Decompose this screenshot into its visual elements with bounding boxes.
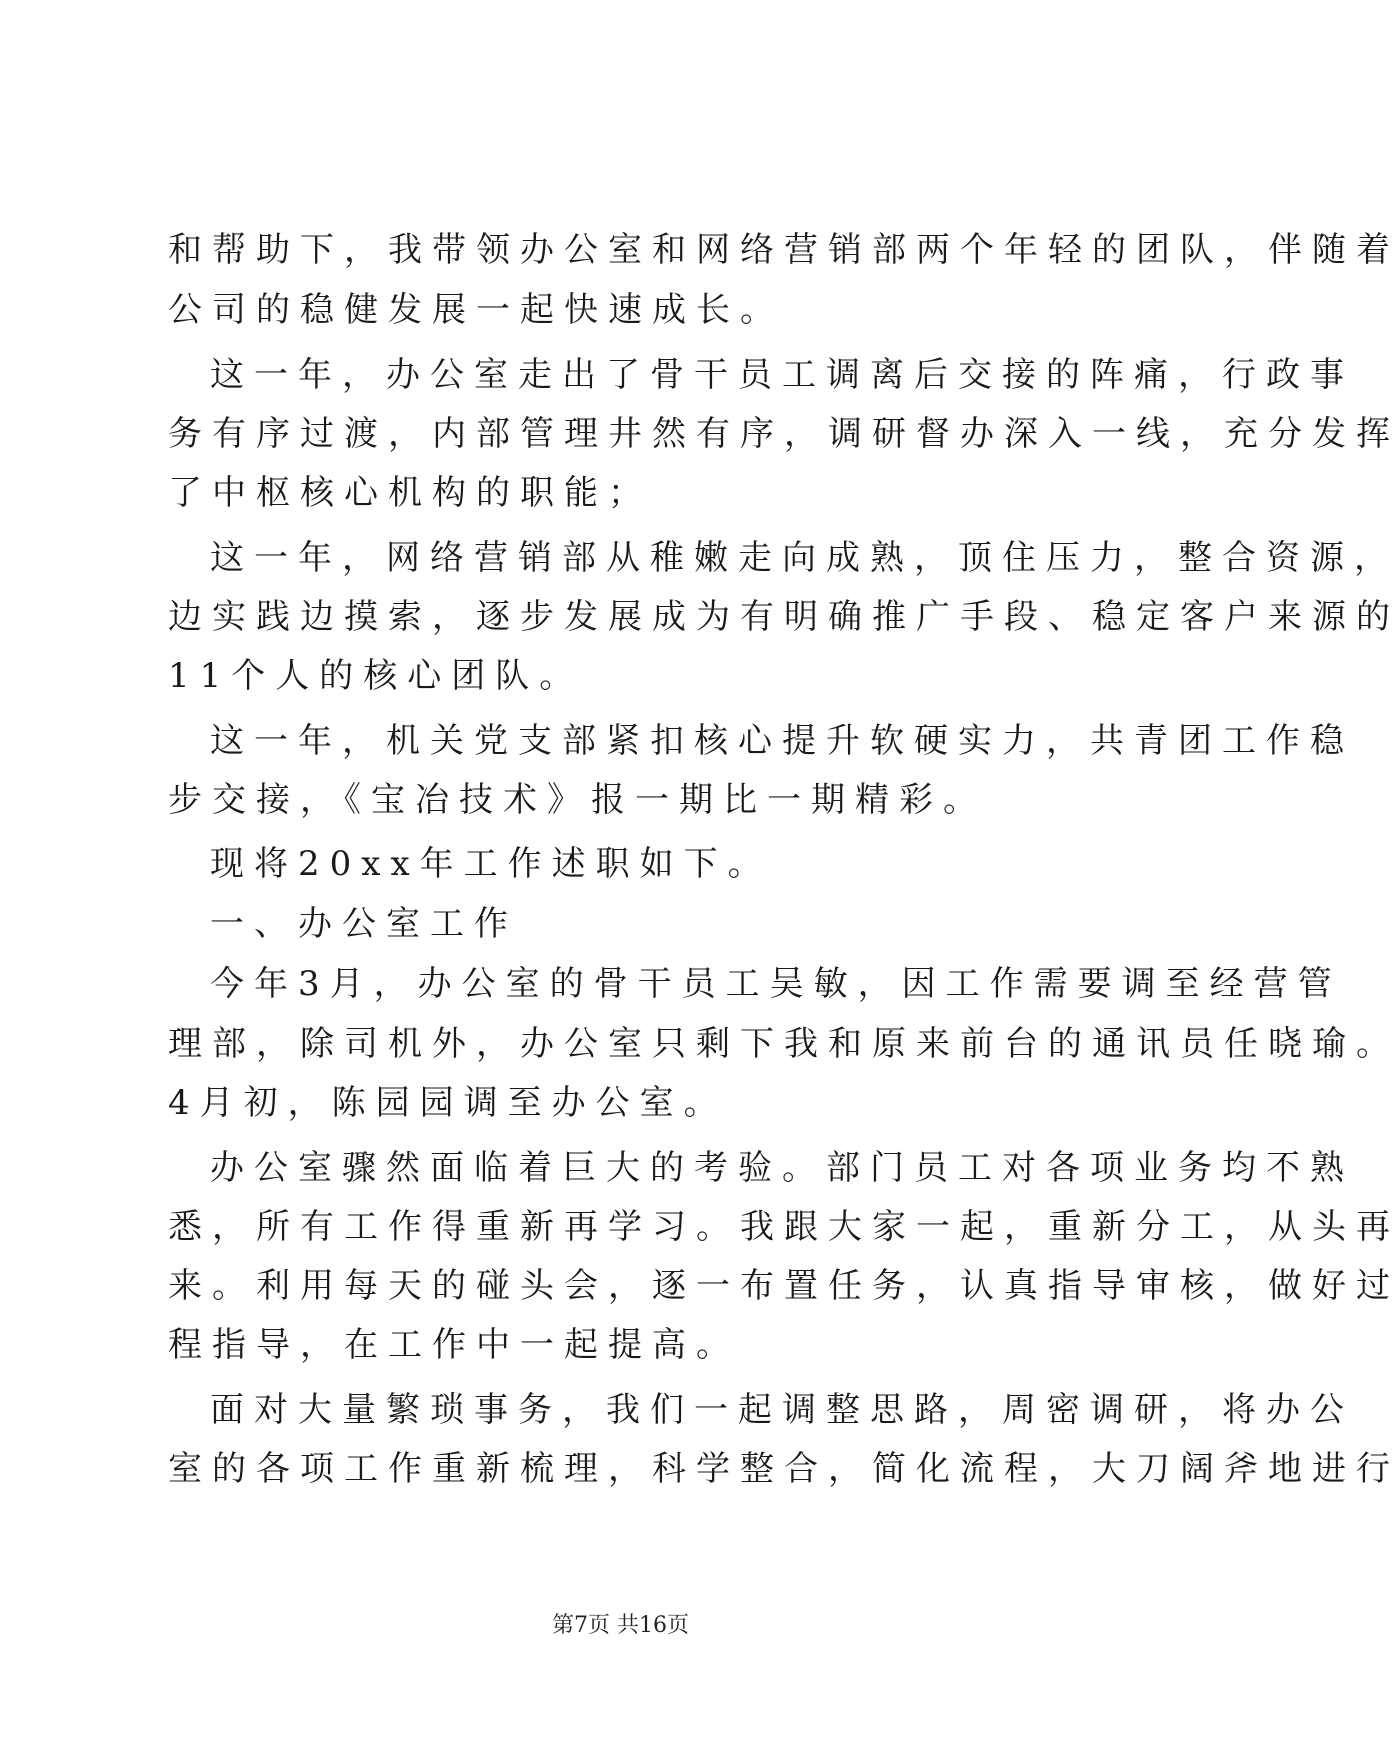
text-line: 这一年，网络营销部从稚嫩走向成熟，顶住压力，整合资源， — [210, 538, 1398, 578]
text-line: 11个人的核心团队。 — [168, 656, 584, 696]
text-line: 办公室骤然面临着巨大的考验。部门员工对各项业务均不熟 — [210, 1148, 1354, 1188]
text-line: 现将20xx年工作述职如下。 — [210, 844, 772, 884]
text-line: 4月初，陈园园调至办公室。 — [168, 1083, 728, 1123]
text-line: 来。利用每天的碰头会，逐一布置任务，认真指导审核，做好过 — [168, 1266, 1400, 1306]
text-line: 程指导，在工作中一起提高。 — [168, 1325, 740, 1365]
page-number-footer: 第7页 共16页 — [552, 1613, 689, 1638]
text-line: 了中枢核心机构的职能； — [168, 473, 652, 513]
text-line: 室的各项工作重新梳理，科学整合，简化流程，大刀阔斧地进行 — [168, 1449, 1400, 1489]
text-line: 悉，所有工作得重新再学习。我跟大家一起，重新分工，从头再 — [168, 1207, 1400, 1247]
text-line: 务有序过渡，内部管理井然有序，调研督办深入一线，充分发挥 — [168, 414, 1400, 454]
text-line: 和帮助下，我带领办公室和网络营销部两个年轻的团队，伴随着 — [168, 230, 1400, 270]
text-line: 理部，除司机外，办公室只剩下我和原来前台的通讯员任晓瑜。 — [168, 1024, 1400, 1064]
text-line: 步交接，《宝冶技术》报一期比一期精彩。 — [168, 780, 987, 820]
text-line: 今年3月，办公室的骨干员工吴敏，因工作需要调至经营管 — [210, 964, 1342, 1004]
text-line: 公司的稳健发展一起快速成长。 — [168, 290, 784, 330]
text-line: 面对大量繁琐事务，我们一起调整思路，周密调研，将办公 — [210, 1390, 1354, 1430]
text-line: 边实践边摸索，逐步发展成为有明确推广手段、稳定客户来源的 — [168, 597, 1400, 637]
text-line: 这一年，办公室走出了骨干员工调离后交接的阵痛，行政事 — [210, 355, 1354, 395]
section-heading: 一、办公室工作 — [210, 904, 518, 944]
text-line: 这一年，机关党支部紧扣核心提升软硬实力，共青团工作稳 — [210, 721, 1354, 761]
